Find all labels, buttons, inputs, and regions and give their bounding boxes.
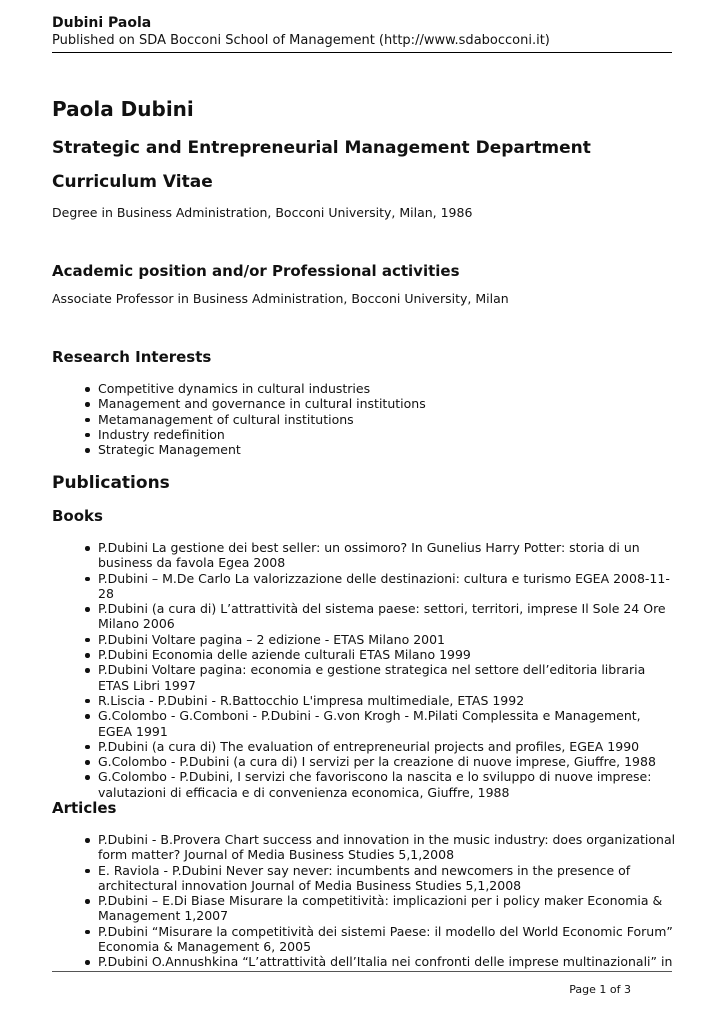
header-author: Dubini Paola	[52, 15, 152, 31]
list-item: Management and governance in cultural institutions	[98, 396, 678, 411]
list-item: P.Dubini Voltare pagina – 2 edizione - ETAS Milano 2001	[98, 632, 678, 647]
list-item: P.Dubini - B.Provera Chart success and innovation in the music industry: does organizational form matter? Journal of Media Business Studies 5,1,2008	[98, 832, 678, 863]
academic-heading: Academic position and/or Professional activities	[52, 262, 460, 280]
research-list	[52, 381, 678, 457]
list-item: P.Dubini O.Annushkina “L’attrattività dell’Italia nei confronti delle imprese multinazionali” in	[98, 954, 678, 969]
list-item: G.Colombo - P.Dubini, I servizi che favoriscono la nascita e lo sviluppo di nuove imprese: valutazioni di efficacia e di convenienza economica, Giuffre, 1988	[98, 769, 678, 800]
list-item: Metamanagement of cultural institutions	[98, 412, 678, 427]
publications-heading: Publications	[52, 473, 170, 493]
list-item: Competitive dynamics in cultural industries	[98, 381, 678, 396]
header-published-line: Published on SDA Bocconi School of Management (http://www.sdabocconi.it)	[52, 33, 550, 48]
list-item: P.Dubini Voltare pagina: economia e gestione strategica nel settore dell’editoria libraria ETAS Libri 1997	[98, 662, 678, 693]
person-name: Paola Dubini	[52, 97, 194, 121]
academic-text: Associate Professor in Business Administration, Bocconi University, Milan	[52, 291, 509, 306]
list-item: P.Dubini Economia delle aziende culturali ETAS Milano 1999	[98, 647, 678, 662]
list-item: P.Dubini (a cura di) L’attrattività del sistema paese: settori, territori, imprese Il Sole 24 Ore Milano 2006	[98, 601, 678, 632]
degree-text: Degree in Business Administration, Bocconi University, Milan, 1986	[52, 205, 473, 220]
research-heading: Research Interests	[52, 348, 212, 366]
articles-heading: Articles	[52, 799, 117, 817]
list-item: P.Dubini La gestione dei best seller: un ossimoro? In Gunelius Harry Potter: storia di un business da favola Egea 2008	[98, 540, 678, 571]
list-item: P.Dubini (a cura di) The evaluation of entrepreneurial projects and profiles, EGEA 1990	[98, 739, 678, 754]
articles-list	[52, 832, 678, 970]
list-item: P.Dubini – M.De Carlo La valorizzazione delle destinazioni: cultura e turismo EGEA 2008-11-28	[98, 571, 678, 602]
department-heading: Strategic and Entrepreneurial Management Department	[52, 138, 591, 158]
list-item: G.Colombo - G.Comboni - P.Dubini - G.von Krogh - M.Pilati Complessita e Management, EGEA 1991	[98, 708, 678, 739]
page-number: Page 1 of 3	[569, 983, 631, 996]
list-item: E. Raviola - P.Dubini Never say never: incumbents and newcomers in the presence of architectural innovation Journal of Media Business Studies 5,1,2008	[98, 863, 678, 894]
list-item: Strategic Management	[98, 442, 678, 457]
footer-divider	[52, 971, 672, 972]
books-heading: Books	[52, 507, 103, 525]
header-divider	[52, 52, 672, 53]
list-item: G.Colombo - P.Dubini (a cura di) I servizi per la creazione di nuove imprese, Giuffre, 1988	[98, 754, 678, 769]
page-header	[52, 14, 672, 49]
list-item: Industry redefinition	[98, 427, 678, 442]
cv-heading: Curriculum Vitae	[52, 172, 213, 192]
list-item: R.Liscia - P.Dubini - R.Battocchio L'impresa multimediale, ETAS 1992	[98, 693, 678, 708]
list-item: P.Dubini – E.Di Biase Misurare la competitività: implicazioni per i policy maker Economia & Management 1,2007	[98, 893, 678, 924]
list-item: P.Dubini “Misurare la competitività dei sistemi Paese: il modello del World Economic Forum” Economia & Management 6, 2005	[98, 924, 678, 955]
books-list	[52, 540, 678, 800]
